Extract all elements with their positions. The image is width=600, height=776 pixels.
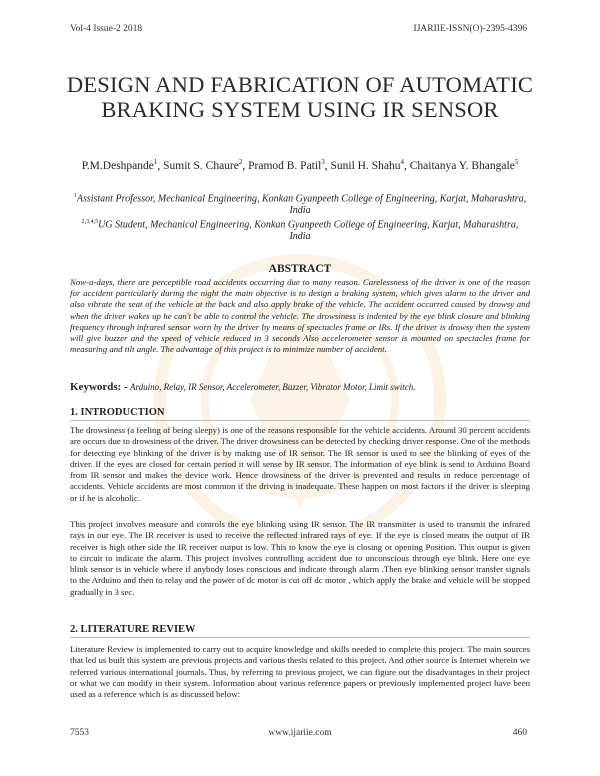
abstract-heading: ABSTRACT xyxy=(268,263,332,275)
footer-website: www.ijariie.com xyxy=(268,728,332,738)
author-sup: 3 xyxy=(321,158,325,166)
author-list: P.M.Deshpande$^1$, Sumit S. Chaure$^2$, Pramod B. Patil$^3$, Sunil H. Shahu$^4$, Chaitanya Y. Bhangale$^5$ xyxy=(81,158,519,172)
footer-page-number: 460 xyxy=(512,728,527,738)
footer-paper-id: 7553 xyxy=(70,728,89,738)
paper-title: DESIGN AND FABRICATION OF AUTOMATIC BRAKING SYSTEM USING IR SENSOR xyxy=(66,72,534,122)
author-name: Chaitanya Y. Bhangale xyxy=(409,159,515,172)
literature-paragraph-1: Literature Review is implemented to carry out to acquire knowledge and skills needed to complete this project. The main sources that led us built this system are previous projects and various thesis related to this project. And other source is Internet wherein we referred various international journals. Thus, by referring to previous project, we can figure out the disadvantages in their project or what we can modify in their system. Information about various reference papers or previously implemented project have been used as a reference which is as discussed below: xyxy=(70,644,530,700)
section-heading-literature-review: 2. LITERATURE REVIEW xyxy=(70,624,530,638)
abstract-body: Now-a-days, there are perceptible road accidents occurring due to many reason. Carelessness of the driver is one of the reason for accident particularly during the night the main objective is to design a braking system, which gives alarm to the driver and also vibrate the seat of the vehicle at the back and also apply brake of the vehicle. The accident occurred caused by drowsy and when the driver wakes up he can't be able to control the vehicle. The drowsiness is indented by the eye blink closure and blinking frequency through infrared sensor worn by the driver by means of spectacles frame or IRs. If the driver is drowsy then the system will give buzzer and the speed of vehicle reduced in 3 seconds Also accelerometer sensor is mounted on spectacles frame for measuring and tilt angle. The advantage of this project is to minimize number of accident. xyxy=(70,277,530,355)
author-sup: 1 xyxy=(153,158,158,166)
intro-paragraph-1: The drowsiness (a feeling of being sleepy) is one of the reasons responsible for the vehicle accidents. Around 30 percent accidents are occurs due to drowsiness of the driver. The driver drowsiness can be detected by checking driver response. One of the methods for detecting eye blinking of the driver is by making use of IR sensor. The IR sensor is used to see the blinking of eyes of the driver. If the eyes are closed for certain period it will sense by IR sensor. The information of eye blink is send to Arduino Board from IR sensor and makes the device work. Hence drowsiness of the driver is prevented and results in reduce percentage of accidents. Vehicle accidents are most common if the driving is inadequate. These happen on most factors if the driver is sleeping or if he is alcoholic. xyxy=(70,425,530,503)
keywords-text: Arduino, Relay, IR Sensor, Accelerometer, Buzzer, Vibrator Motor, Limit switch. xyxy=(130,382,416,392)
author-sup: 4 xyxy=(400,158,404,166)
section-heading-introduction: 1. INTRODUCTION xyxy=(70,407,530,421)
journal-issn: IJARIIE-ISSN(O)-2395-4396 xyxy=(413,24,527,34)
author-sup: 5 xyxy=(514,158,519,166)
keywords-label: Keywords: - xyxy=(70,381,128,393)
author-sup: 2 xyxy=(238,158,243,166)
author-name: P.M.Deshpande xyxy=(81,159,154,172)
affiliation-2: $^{2,3,4,5}$UG Student, Mechanical Engineering, Konkan Gyanpeeth College of Engineering, Karjat, Maharashtra, India xyxy=(81,219,519,243)
intro-paragraph-2: This project involves measure and controls the eye blinking using IR sensor. The IR transmitter is used to transmit the infrared rays in our eye. The IR receiver is used to receive the reflected infrared rays of eye. If the eye is closed means the output of IR receiver is high other side the IR receiver output is low. This to know the eye is closing or opening Position. This output is given to circuit to indicate the alarm. This project involves controlling accident due to unconscious through eye blink. Here one eye blink sensor is in vehicle where if anybody loses conscious and indicate through alarm .Then eye blinking sensor transfer signals to the Arduino and then to relay and the power of dc motor is cut off dc motor , which apply the brake and vehicle will be stopped gradually in 3 sec. xyxy=(70,519,530,597)
author-name: Sunil H. Shahu xyxy=(330,159,401,172)
affiliation-1: $^1$Assistant Professor, Mechanical Engineering, Konkan Gyanpeeth College of Engineering, Karjat, Maharashtra, India xyxy=(73,193,527,217)
journal-volume: Vol-4 Issue-2 2018 xyxy=(70,24,143,34)
author-name: Pramod B. Patil xyxy=(248,159,322,172)
author-name: Sumit S. Chaure xyxy=(163,159,239,172)
keywords xyxy=(70,381,530,393)
